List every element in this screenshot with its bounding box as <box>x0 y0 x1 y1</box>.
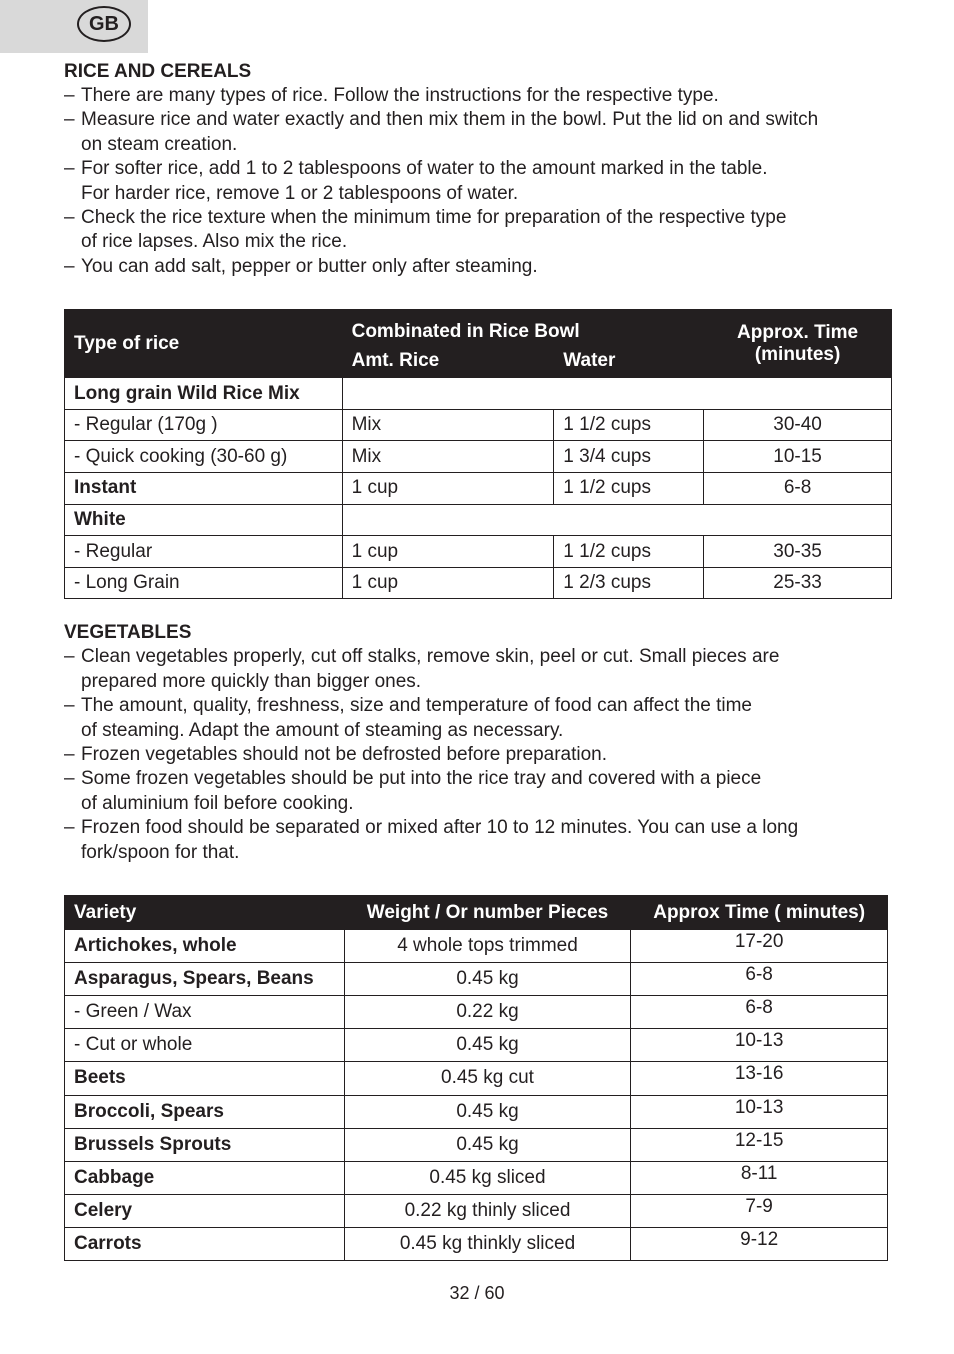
bullet-item <box>64 255 894 279</box>
rice-type-cell: Long grain Wild Rice Mix <box>65 378 343 410</box>
veg-time-cell: 17-20 <box>631 930 888 963</box>
bullet-text: of steaming. Adapt the amount of steaming as necessary. <box>81 719 564 741</box>
bullet-item <box>64 816 894 865</box>
bullet-text: There are many types of rice. Follow the instructions for the respective type. <box>81 85 719 106</box>
page-content <box>64 59 894 1261</box>
bullet-item <box>64 645 894 694</box>
veg-time-cell: 13-16 <box>631 1062 888 1095</box>
rice-amount-cell: Mix <box>342 441 554 473</box>
bullet-item <box>64 108 894 157</box>
veg-variety-cell: Celery <box>65 1194 345 1227</box>
rice-water-cell: 1 1/2 cups <box>554 473 704 505</box>
table-row <box>65 1095 888 1128</box>
table-row <box>65 963 888 996</box>
rice-header-combined: Combinated in Rice Bowl <box>342 310 704 344</box>
table-row <box>65 1161 888 1194</box>
rice-water-cell: 1 2/3 cups <box>554 567 704 599</box>
bullet-text: Clean vegetables properly, cut off stalks, remove skin, peel or cut. Small pieces are <box>81 646 780 668</box>
veg-header-time: Approx Time ( minutes) <box>631 896 888 930</box>
rice-time-cell: 25-33 <box>704 567 892 599</box>
table-row <box>65 1194 888 1227</box>
rice-time-cell: 10-15 <box>704 441 892 473</box>
veg-weight-cell: 0.45 kg <box>344 963 631 996</box>
bullet-text: For softer rice, add 1 to 2 tablespoons of water to the amount marked in the table. <box>81 158 768 180</box>
bullet-text: fork/spoon for that. <box>81 841 240 863</box>
rice-water-cell: 1 3/4 cups <box>554 441 704 473</box>
table-row <box>65 567 892 599</box>
veg-time-cell: 12-15 <box>631 1128 888 1161</box>
veg-weight-cell: 0.45 kg <box>344 1128 631 1161</box>
veg-variety-cell: Beets <box>65 1062 345 1095</box>
veg-variety-cell: Broccoli, Spears <box>65 1095 345 1128</box>
rice-instructions <box>64 84 894 279</box>
rice-water-cell: 1 1/2 cups <box>554 536 704 568</box>
rice-header-time <box>704 310 892 378</box>
veg-weight-cell: 0.45 kg <box>344 1095 631 1128</box>
bullet-item <box>64 694 894 743</box>
veg-time-cell: 10-13 <box>631 1029 888 1062</box>
table-row <box>65 996 888 1029</box>
rice-type-cell: - Regular (170g ) <box>65 409 343 441</box>
table-row <box>65 441 892 473</box>
veg-header-weight: Weight / Or number Pieces <box>344 896 631 930</box>
veg-weight-cell: 4 whole tops trimmed <box>344 930 631 963</box>
rice-time-cell: 30-40 <box>704 409 892 441</box>
veg-time-cell: 10-13 <box>631 1095 888 1128</box>
language-badge: GB <box>77 6 131 42</box>
rice-amount-cell: Mix <box>342 409 554 441</box>
veg-time-cell: 6-8 <box>631 963 888 996</box>
bullet-text: Measure rice and water exactly and then mix them in the bowl. Put the lid on and switch <box>81 109 819 131</box>
table-row <box>65 1062 888 1095</box>
bullet-text: For harder rice, remove 1 or 2 tablespoons of water. <box>81 182 519 204</box>
rice-amount-cell: 1 cup <box>342 536 554 568</box>
rice-type-cell: - Long Grain <box>65 567 343 599</box>
rice-type-cell: Instant <box>65 473 343 505</box>
rice-table-body <box>65 378 892 599</box>
veg-variety-cell: Asparagus, Spears, Beans <box>65 963 345 996</box>
bullet-item <box>64 206 894 255</box>
veg-weight-cell: 0.45 kg <box>344 1029 631 1062</box>
vegetables-heading: VEGETABLES <box>64 622 192 644</box>
table-row <box>65 473 892 505</box>
table-row <box>65 930 888 963</box>
bullet-item <box>64 743 894 767</box>
empty-cell <box>342 504 891 536</box>
vegetables-instructions <box>64 645 894 865</box>
rice-header-water: Water <box>554 344 704 378</box>
bullet-text: prepared more quickly than bigger ones. <box>81 670 422 692</box>
table-row <box>65 536 892 568</box>
veg-time-cell: 6-8 <box>631 996 888 1029</box>
veg-variety-cell: Carrots <box>65 1227 345 1260</box>
rice-type-cell: - Quick cooking (30-60 g) <box>65 441 343 473</box>
veg-variety-cell: - Cut or whole <box>65 1029 345 1062</box>
table-row <box>65 1128 888 1161</box>
bullet-text: of rice lapses. Also mix the rice. <box>81 231 348 253</box>
veg-time-cell: 8-11 <box>631 1161 888 1194</box>
vegetables-table <box>64 895 888 1261</box>
rice-header-amt: Amt. Rice <box>342 344 554 378</box>
rice-header-time-line2: (minutes) <box>754 343 841 365</box>
vegetables-table-body <box>65 930 888 1261</box>
veg-variety-cell: - Green / Wax <box>65 996 345 1029</box>
bullet-text: You can add salt, pepper or butter only after steaming. <box>81 255 538 277</box>
table-row <box>65 409 892 441</box>
veg-variety-cell: Cabbage <box>65 1161 345 1194</box>
bullet-item <box>64 157 894 206</box>
veg-weight-cell: 0.45 kg sliced <box>344 1161 631 1194</box>
rice-amount-cell: 1 cup <box>342 473 554 505</box>
rice-header-time-line1: Approx. Time <box>737 321 859 343</box>
bullet-text: Frozen food should be separated or mixed after 10 to 12 minutes. You can use a long <box>81 817 799 839</box>
rice-water-cell: 1 1/2 cups <box>554 409 704 441</box>
language-tab <box>0 0 148 53</box>
rice-time-cell: 6-8 <box>704 473 892 505</box>
veg-variety-cell: Brussels Sprouts <box>65 1128 345 1161</box>
rice-table <box>64 309 892 599</box>
table-row <box>65 504 892 536</box>
veg-weight-cell: 0.45 kg thinkly sliced <box>344 1227 631 1260</box>
bullet-text: The amount, quality, freshness, size and temperature of food can affect the time <box>81 695 753 717</box>
bullet-item <box>64 84 894 108</box>
bullet-text: Some frozen vegetables should be put into the rice tray and covered with a piece <box>81 768 762 790</box>
rice-type-cell: White <box>65 504 343 536</box>
veg-weight-cell: 0.22 kg <box>344 996 631 1029</box>
bullet-text: Frozen vegetables should not be defrosted before preparation. <box>81 744 608 766</box>
rice-amount-cell: 1 cup <box>342 567 554 599</box>
veg-time-cell: 9-12 <box>631 1227 888 1260</box>
veg-weight-cell: 0.22 kg thinly sliced <box>344 1194 631 1227</box>
table-row <box>65 1029 888 1062</box>
bullet-item <box>64 767 894 816</box>
rice-type-cell: - Regular <box>65 536 343 568</box>
empty-cell <box>342 378 891 410</box>
rice-heading: RICE AND CEREALS <box>64 61 252 82</box>
veg-weight-cell: 0.45 kg cut <box>344 1062 631 1095</box>
rice-header-type: Type of rice <box>65 310 343 378</box>
bullet-text: Check the rice texture when the minimum time for preparation of the respective type <box>81 207 787 229</box>
veg-time-cell: 7-9 <box>631 1194 888 1227</box>
bullet-text: of aluminium foil before cooking. <box>81 792 354 814</box>
bullet-text: on steam creation. <box>81 133 238 155</box>
table-row <box>65 1227 888 1260</box>
veg-variety-cell: Artichokes, whole <box>65 930 345 963</box>
veg-header-variety: Variety <box>65 896 345 930</box>
table-row <box>65 378 892 410</box>
page-number: 32 / 60 <box>449 1283 505 1303</box>
rice-time-cell: 30-35 <box>704 536 892 568</box>
